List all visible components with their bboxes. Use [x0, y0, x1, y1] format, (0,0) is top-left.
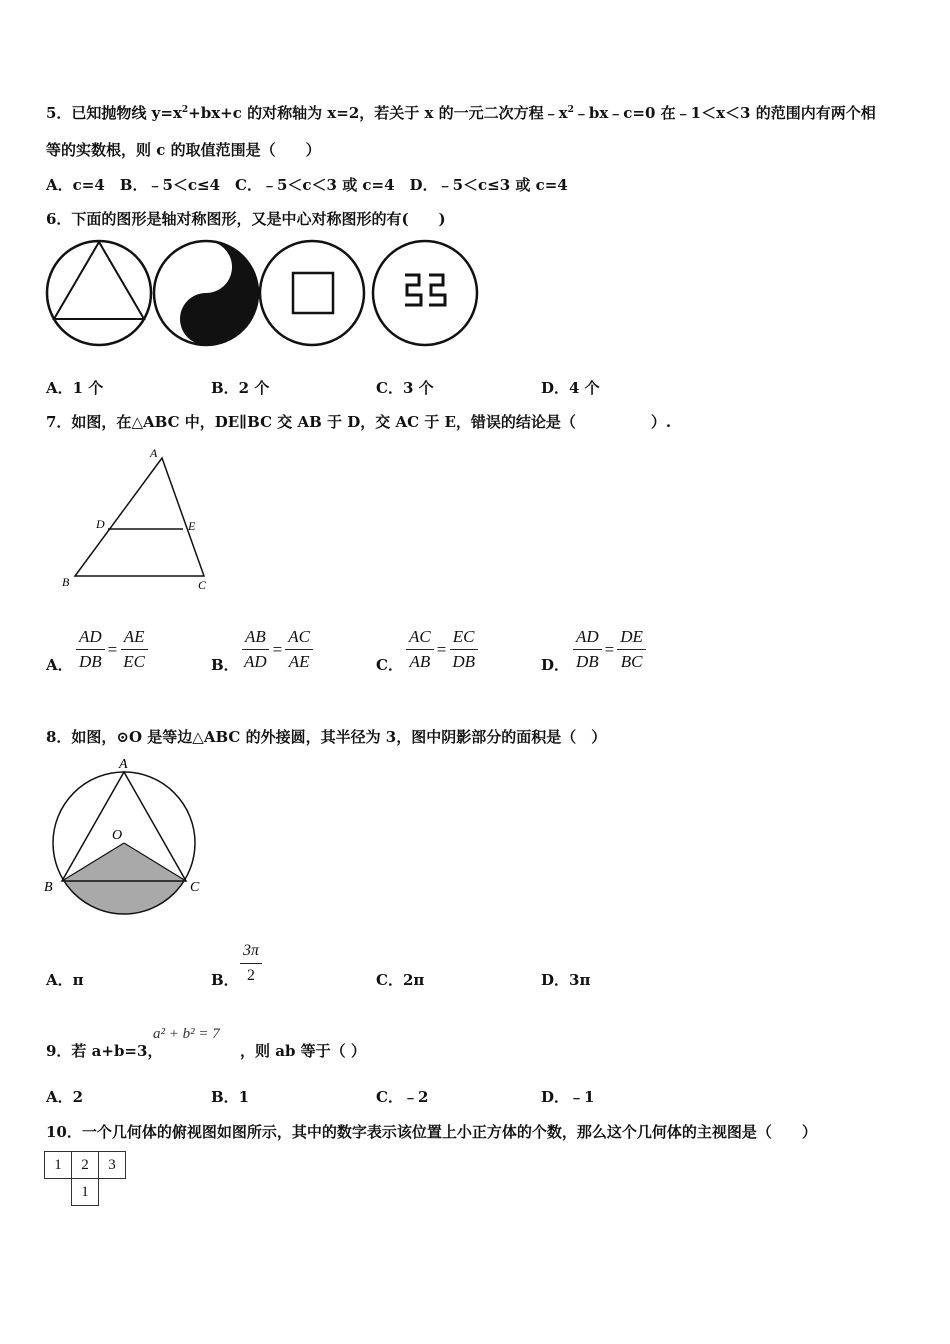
q5-options: A．c=4 B．﹣5＜c≤4 C．﹣5＜c＜3 或 c=4 D．﹣5＜c≤3 或 c=4 [46, 176, 568, 194]
q10-top-view-grid [44, 1151, 126, 1206]
label-e: E [188, 519, 196, 533]
q8-option-d: D．3π [541, 971, 591, 989]
label-c: C [198, 578, 207, 592]
q6-option-b: B．2 个 [211, 379, 270, 397]
grid-cell: 1 [45, 1152, 72, 1179]
q8-option-c: C．2π [376, 971, 425, 989]
label-d: D [96, 517, 105, 531]
grid-cell-empty [45, 1179, 72, 1206]
label-a: A [119, 757, 128, 772]
q7-option-a-letter: A． [46, 656, 73, 674]
q6-figures [40, 236, 485, 352]
label-b: B [44, 880, 53, 895]
q8-circle-figure [40, 752, 215, 924]
circle-pattern-figure [373, 241, 477, 345]
q9-option-d: D．﹣1 [541, 1088, 595, 1106]
q7-option-d-formula: $\frac{AD}{DB}$ = $\frac{DE}{BC}$ [573, 626, 646, 673]
q7-triangle-figure [58, 444, 218, 594]
q8-option-a: A．π [46, 971, 84, 989]
q9-formula: a² + b² = 7 [153, 1026, 220, 1042]
q7-stem: 7．如图，在△ABC 中，DE∥BC 交 AB 于 D，交 AC 于 E，错误的结论是（ ）. [46, 413, 672, 431]
q5-stem-line2: 等的实数根，则 c 的取值范围是（ ） [46, 141, 321, 159]
q7-option-b-formula: $\frac{AB}{AD}$ = $\frac{AC}{AE}$ [241, 626, 313, 673]
q8-option-b-fraction: $\frac{3\pi}{2}$ [240, 940, 262, 987]
q8-option-b-letter: B． [211, 971, 239, 989]
q6-option-d: D．4 个 [541, 379, 600, 397]
grid-cell-empty [99, 1179, 126, 1206]
q9-option-a: A．2 [46, 1088, 84, 1106]
label-a: A [150, 446, 158, 460]
q9-option-b: B．1 [211, 1088, 250, 1106]
label-c: C [190, 880, 200, 895]
grid-cell: 1 [72, 1179, 99, 1206]
q7-option-d-letter: D． [541, 656, 570, 674]
label-b: B [62, 575, 70, 589]
grid-cell: 3 [99, 1152, 126, 1179]
yin-yang-figure [154, 241, 258, 345]
q5-stem-line1: 5．已知抛物线 $y=x^2+bx+c$ 的对称轴为 x=2，若关于 x 的一元二次方程$﹣x^2﹣bx﹣c=0$ 在﹣1＜x＜3 的范围内有两个相 [46, 104, 876, 122]
q7-option-a-formula: $\frac{AD}{DB}$ = $\frac{AE}{EC}$ [76, 626, 148, 673]
label-o: O [112, 828, 123, 843]
q8-stem: 8．如图，⊙O 是等边△ABC 的外接圆，其半径为 3，图中阴影部分的面积是（ ） [46, 728, 607, 746]
q9-stem-b: ，则 ab 等于（ ） [240, 1042, 366, 1060]
q7-option-b-letter: B． [211, 656, 239, 674]
q9-option-c: C．﹣2 [376, 1088, 429, 1106]
circle-triangle-figure [47, 241, 151, 345]
q6-option-a: A．1 个 [46, 379, 104, 397]
q7-option-c-letter: C． [376, 656, 403, 674]
grid-cell: 2 [72, 1152, 99, 1179]
circle-square-figure [260, 241, 364, 345]
q7-option-c-formula: $\frac{AC}{AB}$ = $\frac{EC}{DB}$ [406, 626, 478, 673]
q6-option-c: C．3 个 [376, 379, 434, 397]
q9-stem-a: 9．若 a+b=3， [46, 1042, 163, 1060]
q10-stem: 10．一个几何体的俯视图如图所示，其中的数字表示该位置上小正方体的个数，那么这个几何体的主视图是（ ） [46, 1123, 817, 1141]
q6-stem: 6．下面的图形是轴对称图形，又是中心对称图形的有( ) [46, 210, 446, 228]
